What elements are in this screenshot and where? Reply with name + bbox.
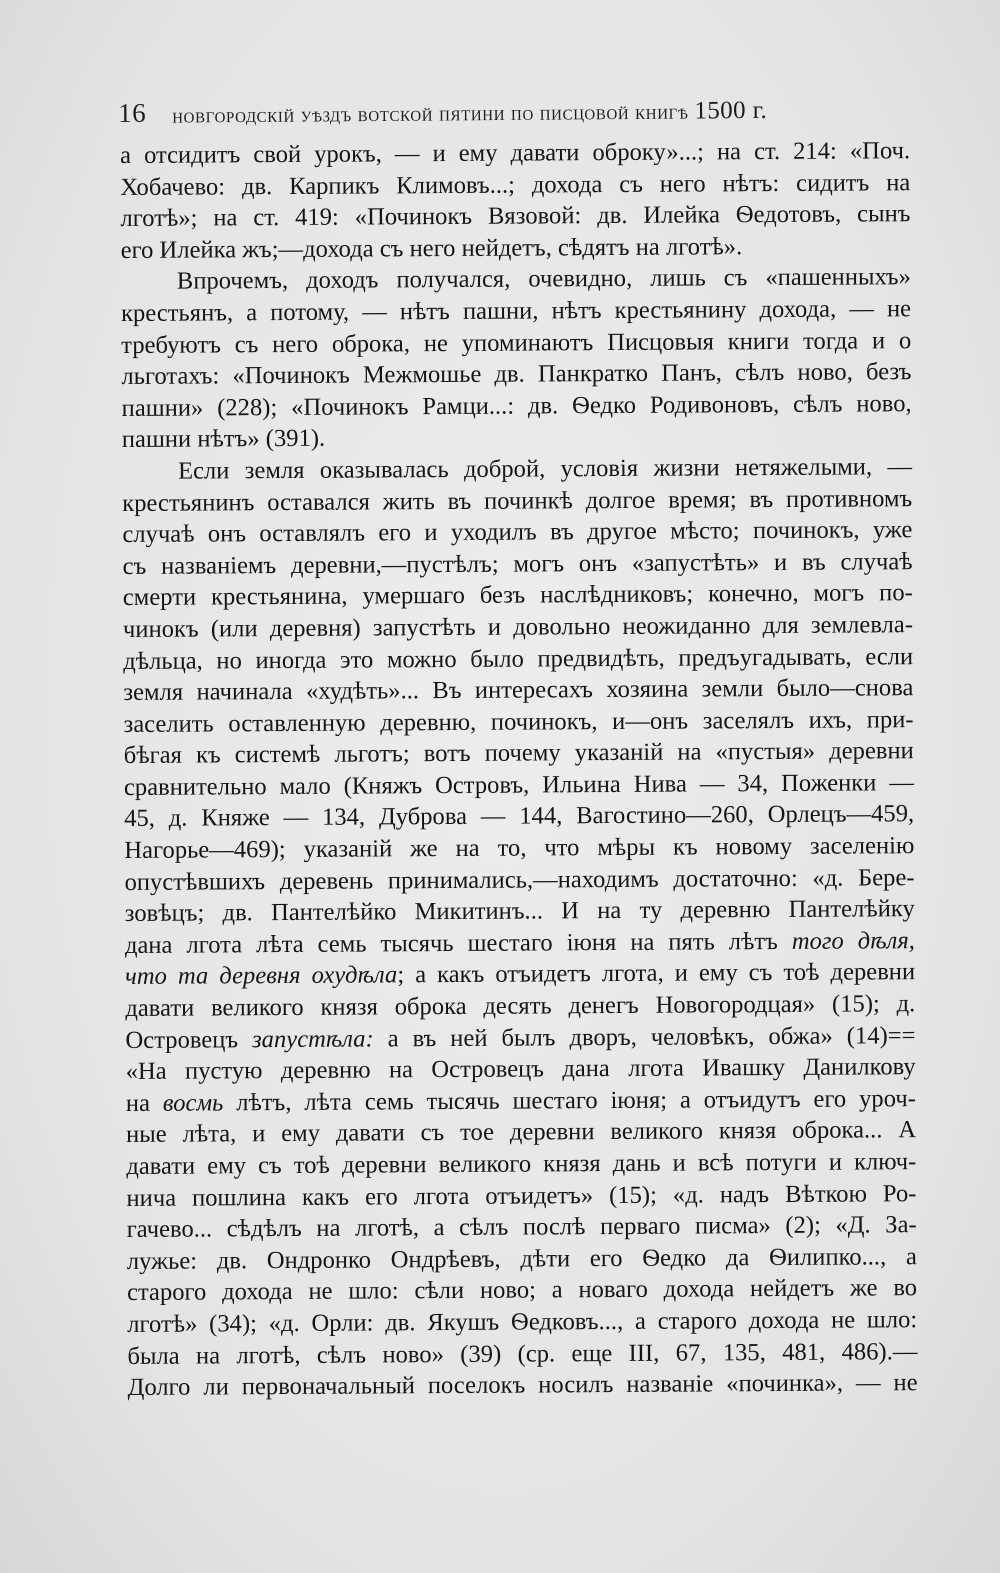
text-line: смерти крестьянина, умершаго безъ наслѣдниковъ; конечно, могъ по-: [122, 579, 913, 612]
text-line: пашни» (228); «Починокъ Рамци...: дв. Ѳедко Родивоновъ, сѣлъ ново,: [121, 389, 912, 422]
text-line: Долго ли первоначальный поселокъ носилъ названіе «починка», — не: [127, 1369, 918, 1402]
text-line: гачево... сѣдѣлъ на лготѣ, а сѣлъ послѣ перваго писма» (2); «Д. За-: [126, 1211, 917, 1244]
text-line: [126, 1083, 916, 1119]
text-segment: на: [125, 1089, 163, 1117]
italic-text-segment: что та деревня охудѣла: [125, 961, 398, 991]
text-line: Хобачево: дв. Карпикъ Климовъ...; дохода съ него нѣтъ: сидитъ на: [120, 168, 911, 201]
text-line: съ названіемъ деревни,—пустѣлъ; могъ онъ «запустѣть» и въ случаѣ: [122, 547, 913, 580]
text-line: давати великого князя оброка десять денегъ Новогородцая» (15); д.: [125, 990, 916, 1023]
text-line: лготѣ» (34); «д. Орли: дв. Якушъ Ѳедковъ..., а старого дохода не шло:: [127, 1306, 918, 1338]
text-line: а отсидитъ свой урокъ, — и ему давати оброку»...; на ст. 214: «Поч.: [120, 137, 911, 169]
text-line: ные лѣта, и ему давати съ тое деревни великого князя оброка... А: [125, 1116, 917, 1149]
text-line: «На пустую деревню на Островецъ дана лгота Ивашку Данилкову: [125, 1053, 916, 1086]
text-line: старого дохода не шло: сѣли ново; а новаго дохода нейдетъ же во: [126, 1274, 918, 1307]
text-line: [125, 925, 915, 961]
text-line: крестьянъ, а потому, — нѣтъ пашни, нѣтъ крестьянину дохода, — не: [120, 295, 912, 327]
italic-text-segment: запустѣла:: [251, 1025, 374, 1053]
text-line: Впрочемъ, доходъ получался, очевидно, лишь съ «пашенныхъ»: [176, 263, 911, 296]
text-line: Нагорье—469); указаній же на то, что мѣры къ новому заселенію: [124, 832, 915, 865]
text-line: крестьянинъ оставался жить въ починкѣ долгое время; въ противномъ: [122, 484, 913, 517]
text-line: 45, д. Княже — 134, Дуброва — 144, Вагостино—260, Орлецъ—459,: [124, 800, 915, 833]
text-line: нича пошлина какъ его лгота отъидетъ» (15); «д. надъ Вѣткою Ро-: [126, 1179, 917, 1212]
page-header: [118, 86, 878, 132]
text-segment: лѣтъ, лѣта семь тысячь шестаго іюня; а отъидутъ его уроч-: [223, 1084, 916, 1117]
text-line: земля начинала «худѣть»... Въ интересахъ хозяина земли было—снова: [123, 674, 914, 707]
text-segment: ; а какъ отъидетъ лгота, и ему съ тоѣ деревни: [397, 958, 916, 989]
running-title: [172, 97, 767, 130]
text-line: зовѣцъ; дв. Пантелѣйко Микитинъ... И на ту деревню Пантелѣйку: [124, 895, 915, 928]
text-line: дѣльца, но иногда это можно было предвидѣть, предъугадывать, если: [123, 642, 914, 675]
text-line: льготахъ: «Починокъ Межмошье дв. Панкратко Панъ, сѣлъ ново, безъ: [121, 358, 912, 391]
text-segment: Островецъ: [125, 1025, 253, 1054]
italic-text-segment: восмь: [162, 1089, 224, 1117]
text-line: его Илейка жъ;—дохода съ него нейдетъ, сѣдятъ на лготѣ».: [120, 232, 743, 264]
italic-text-segment: того дѣля,: [791, 927, 915, 955]
text-line: случаѣ онъ оставлялъ его и уходилъ въ другое мѣсто; починокъ, уже: [122, 516, 913, 549]
running-title-text: новгородскій уѣздъ вотской пятини по писцовой книгѣ: [172, 99, 689, 128]
text-line: сравнительно мало (Княжъ Островъ, Ильина Нива — 34, Поженки —: [123, 769, 915, 801]
text-segment: дана лгота лѣта семь тысячь шестаго іюня на пять лѣтъ: [124, 927, 792, 959]
running-title-year: 1500 г.: [694, 96, 768, 125]
text-segment: а въ ней былъ дворъ, человѣкъ, обжа» (14)==: [373, 1021, 916, 1053]
text-line: давати ему съ тоѣ деревни великого князя дань и всѣ потуги и ключ-: [126, 1148, 917, 1180]
page-number: 16: [118, 97, 147, 128]
text-line: [125, 1020, 915, 1056]
text-line: заселить оставленную деревню, починокъ, и—онъ заселялъ ихъ, при-: [123, 705, 914, 738]
text-line: бѣгая къ системѣ льготъ; вотъ почему указаній на «пустыя» деревни: [123, 737, 914, 770]
text-line: лужье: дв. Ондронко Ондрѣевъ, дѣти его Ѳедко да Ѳилипко..., а: [126, 1242, 917, 1275]
text-line: опустѣвшихъ деревень принимались,—находимъ достаточно: «д. Бере-: [124, 863, 915, 896]
text-line: требуютъ съ него оброка, не упоминаютъ Писцовыя книги тогда и о: [121, 326, 912, 359]
text-line: Если земля оказывалась доброй, условія жизни нетяжелыми, —: [177, 453, 913, 485]
text-line: чинокъ (или деревня) запустѣть и довольно неожиданно для землевла-: [122, 611, 914, 643]
body-text: [120, 135, 918, 1404]
text-line: [125, 957, 915, 993]
text-line: лготѣ»; на ст. 419: «Починокъ Вязовой: дв. Илейка Ѳедотовъ, сынъ: [120, 200, 911, 233]
text-line: была на лготѣ, сѣлъ ново» (39) (ср. еще III, 67, 135, 481, 486).—: [127, 1337, 918, 1370]
text-line: пашни нѣтъ» (391).: [121, 425, 326, 454]
